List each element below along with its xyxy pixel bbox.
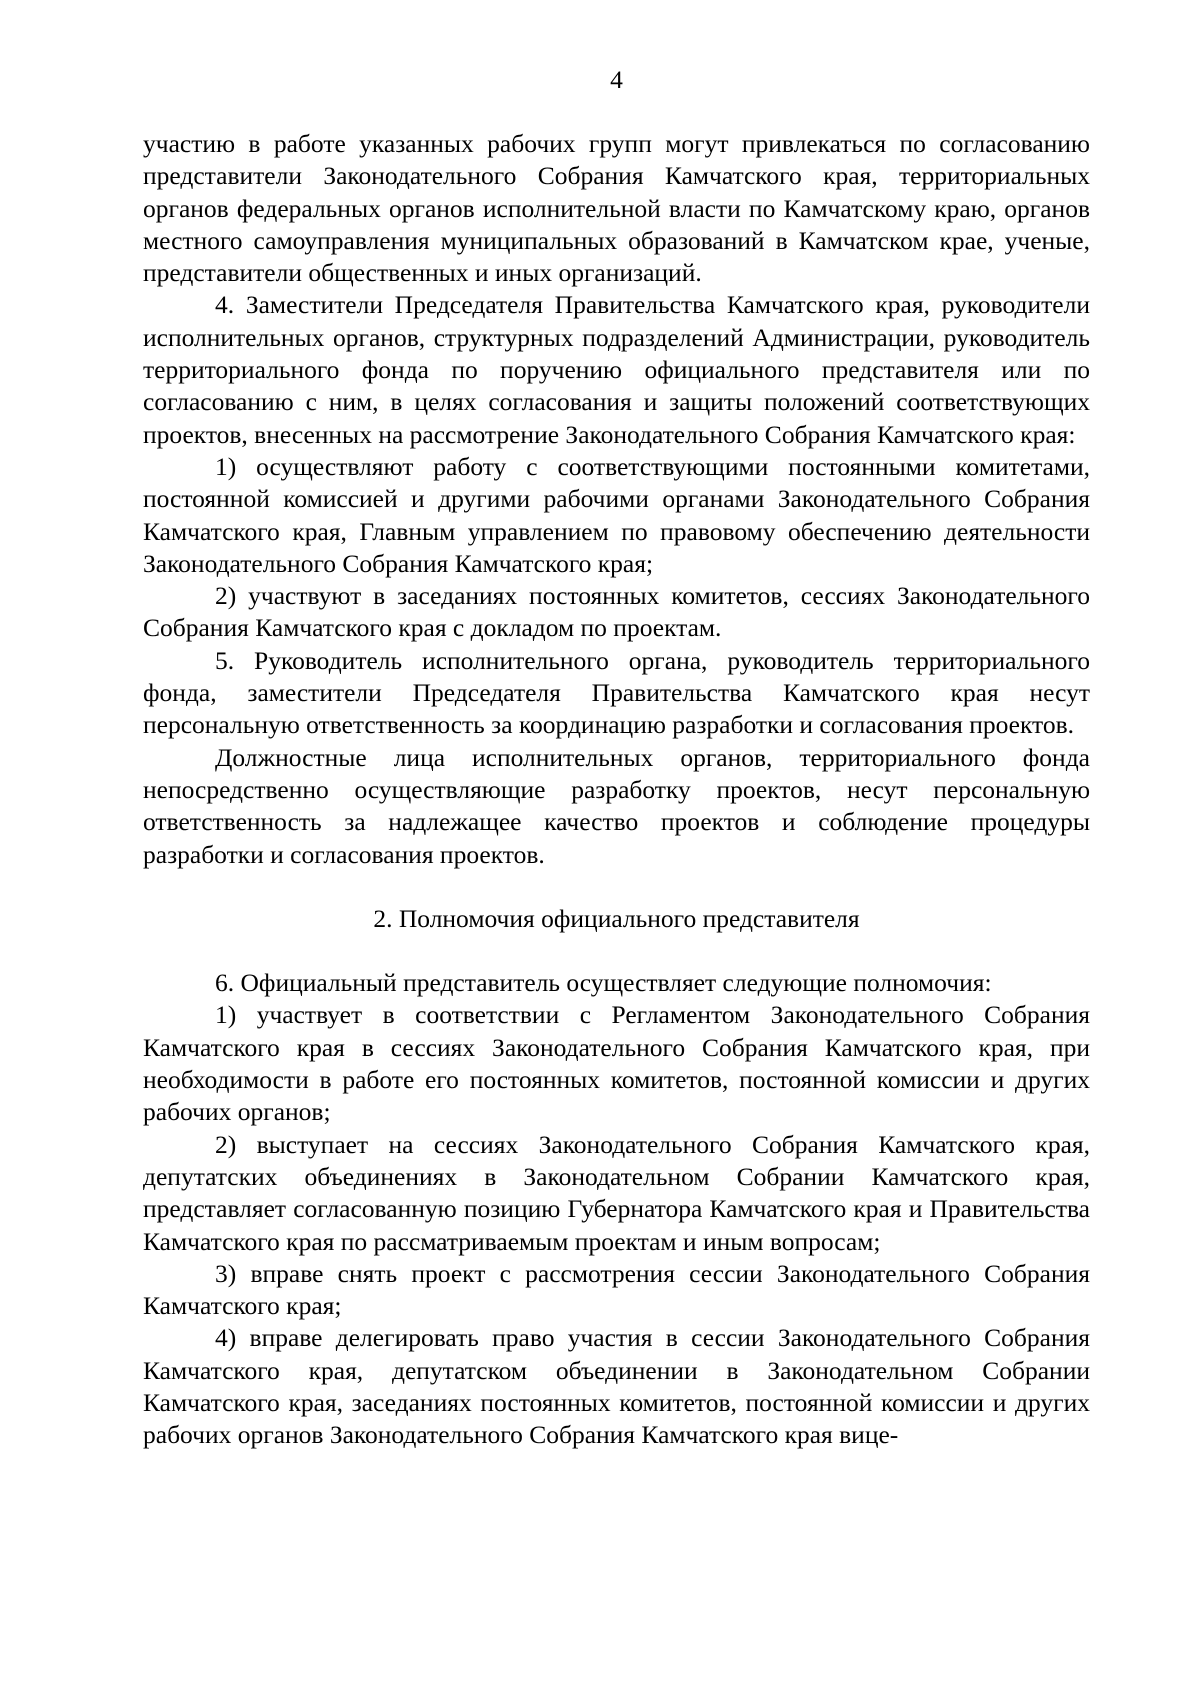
paragraph: 1) осуществляют работу с соответствующими постоянными комитетами, постоянной комиссией и другими рабочими органами Законодательного Собрания Камчатского края, Главным управлением по правовому обеспечению деятельности Законодательного Собрания Камчатского края; <box>143 451 1090 578</box>
body-after-section <box>143 967 1090 1451</box>
paragraph: 3) вправе снять проект с рассмотрения сессии Законодательного Собрания Камчатского края; <box>143 1258 1090 1321</box>
paragraph: 4. Заместители Председателя Правительства Камчатского края, руководители исполнительных органов, структурных подразделений Администрации, руководитель территориального фонда по поручению официального представителя или по согласованию с ним, в целях согласования и защиты положений соответствующих проектов, внесенных на рассмотрение Законодательного Собрания Камчатского края: <box>143 290 1090 449</box>
paragraph: 2) выступает на сессиях Законодательного Собрания Камчатского края, депутатских объединениях в Законодательном Собрании Камчатского края, представляет согласованную позицию Губернатора Камчатского края и Правительства Камчатского края по рассматриваемым проектам и иным вопросам; <box>143 1129 1090 1256</box>
body-before-section <box>143 128 1090 871</box>
paragraph: 1) участвует в соответствии с Регламентом Законодательного Собрания Камчатского края в сессиях Законодательного Собрания Камчатского края, при необходимости в работе его постоянных комитетов, постоянной комиссии и других рабочих органов; <box>143 1000 1090 1127</box>
paragraph: 4) вправе делегировать право участия в сессии Законодательного Собрания Камчатского края, депутатском объединении в Законодательном Собрании Камчатского края, заседаниях постоянных комитетов, постоянной комиссии и других рабочих органов Законодательного Собрания Камчатского края вице- <box>143 1323 1090 1450</box>
section-title: 2. Полномочия официального представителя <box>373 903 860 933</box>
paragraph: 5. Руководитель исполнительного органа, руководитель территориального фонда, заместители Председателя Правительства Камчатского края несут персональную ответственность за координацию разработки и согласования проектов. <box>143 645 1090 740</box>
page-number: 4 <box>610 65 623 94</box>
paragraph: 2) участвуют в заседаниях постоянных комитетов, сессиях Законодательного Собрания Камчатского края с докладом по проектам. <box>143 581 1090 643</box>
paragraph: Должностные лица исполнительных органов, территориального фонда непосредственно осуществляющие разработку проектов, несут персональную ответственность за надлежащее качество проектов и соблюдение процедуры разработки и согласования проектов. <box>143 742 1090 869</box>
paragraph: участию в работе указанных рабочих групп могут привлекаться по согласованию представители Законодательного Собрания Камчатского края, территориальных органов федеральных органов исполнительной власти по Камчатскому краю, органов местного самоуправления муниципальных образований в Камчатском крае, ученые, представители общественных и иных организаций. <box>143 129 1090 288</box>
paragraph: 6. Официальный представитель осуществляет следующие полномочия: <box>215 968 992 998</box>
